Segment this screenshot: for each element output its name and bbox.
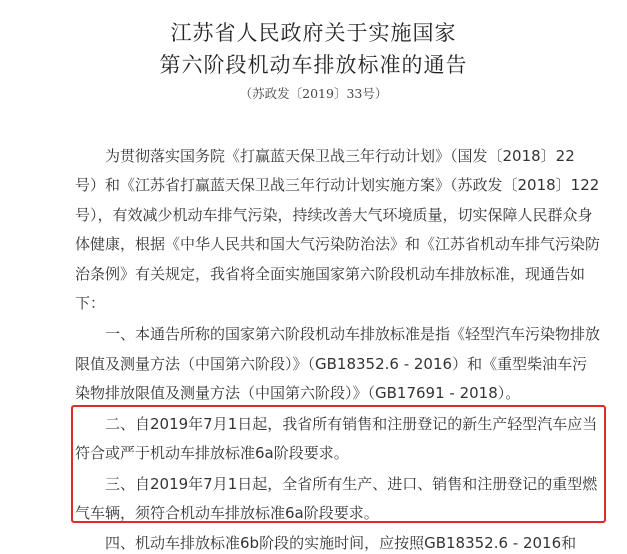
highlight-box: [71, 405, 606, 523]
body-line: 限值及测量方法（中国第六阶段）》（GB18352.6 - 2016）和《重型柴油车污: [75, 355, 588, 373]
document-title-line-2: 第六阶段机动车排放标准的通告: [159, 53, 468, 77]
body-line: 气车辆，须符合机动车排放标准6a阶段要求。: [75, 504, 379, 522]
body-line: 一、本通告所称的国家第六阶段机动车排放标准是指《轻型汽车污染物排放: [75, 325, 601, 343]
body-line: 下：: [75, 294, 106, 312]
body-line: 治条例》有关规定，我省将全面实施国家第六阶段机动车排放标准，现通告如: [75, 265, 586, 283]
body-line: 体健康，根据《中华人民共和国大气污染防治法》和《江苏省机动车排气污染防: [75, 235, 601, 253]
body-line: 染物排放限值及测量方法（中国第六阶段）》（GB17691 - 2018）。: [75, 384, 521, 402]
body-line: 为贯彻落实国务院《打赢蓝天保卫战三年行动计划》（国发〔2018〕22: [75, 147, 575, 165]
body-line: 四、机动车排放标准6b阶段的实施时间，应按照GB18352.6 - 2016和: [75, 534, 577, 552]
body-line: 三、自2019年7月1日起，全省所有生产、进口、销售和注册登记的重型燃: [75, 475, 598, 493]
document-number: （苏政发〔2019〕33号）: [239, 86, 388, 101]
body-line: 二、自2019年7月1日起，我省所有销售和注册登记的新生产轻型汽车应当: [75, 415, 598, 433]
body-line: 号），有效减少机动车排气污染，持续改善大气环境质量，切实保障人民群众身: [75, 206, 593, 224]
document-title-line-1: 江苏省人民政府关于实施国家: [170, 21, 457, 45]
body-line: 号）和《江苏省打赢蓝天保卫战三年行动计划实施方案》（苏政发〔2018〕122: [75, 176, 600, 194]
body-line: 符合或严于机动车排放标准6a阶段要求。: [75, 444, 349, 462]
